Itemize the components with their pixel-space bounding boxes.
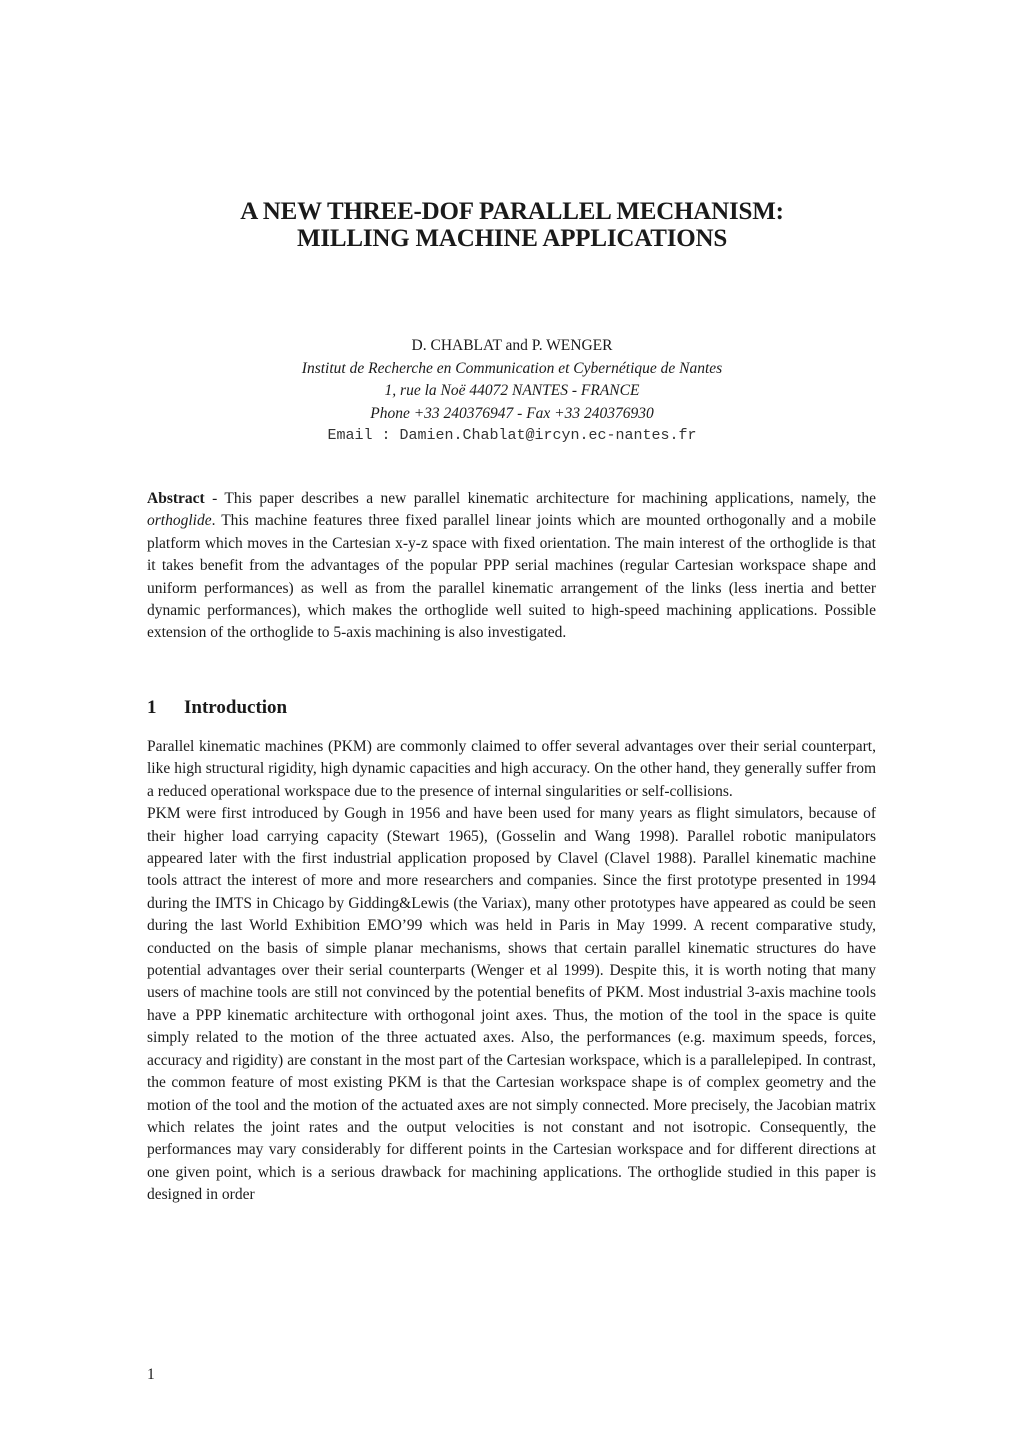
abstract-term: orthoglide: [147, 512, 212, 530]
author-email: Email : Damien.Chablat@ircyn.ec-nantes.fr: [327, 427, 697, 444]
introduction-body: [147, 736, 876, 1207]
author-phone-fax: Phone +33 240376947 - Fax +33 240376930: [370, 404, 654, 422]
paper-title: [0, 198, 1024, 252]
author-block: [0, 335, 1024, 448]
section-number: 1: [147, 697, 157, 718]
intro-paragraph-2: PKM were first introduced by Gough in 1956 and have been used for many years as flight simulators, because of their higher load carrying capacity (Stewart 1965), (Gosselin and Wang 1998). Parallel robotic manipulators appeared later with the first industrial application proposed by Clavel (Clavel 1988). Parallel kinematic machine tools attract the interest of more and more researchers and companies. Since the first prototype presented in 1994 during the IMTS in Chicago by Gidding&Lewis (the Variax), many other prototypes have appeared as could be seen during the last World Exhibition EMO’99 which was held in Paris in May 1999. A recent comparative study, conducted on the basis of simple planar mechanisms, shows that certain parallel kinematic structures do have potential advantages over their serial counterparts (Wenger et al 1999). Despite this, it is worth noting that many users of machine tools are still not convinced by the potential benefits of PKM. Most industrial 3-axis machine tools have a PPP kinematic architecture with orthogonal joint axes. Thus, the motion of the tool in the space is quite simply related to the motion of the three actuated axes. Also, the performances (e.g. maximum speeds, forces, accuracy and rigidity) are constant in the most part of the Cartesian workspace, which is a parallelepiped. In contrast, the common feature of most existing PKM is that the Cartesian workspace shape is of complex geometry and the motion of the tool and the motion of the actuated axes are not simply connected. More precisely, the Jacobian matrix which relates the joint rates and the output velocities is not constant and not isotropic. Consequently, the performances may vary considerably for different points in the Cartesian workspace and for different directions at one given point, which is a serious drawback for machining applications. The orthoglide studied in this paper is designed in order: [147, 805, 876, 1204]
abstract-lead: - This paper describes a new parallel kinematic architecture for machining applications, namely, the: [204, 490, 876, 507]
section-heading: [147, 696, 287, 720]
author-institute: Institut de Recherche en Communication et Cybernétique de Nantes: [301, 359, 723, 377]
page-number: 1: [147, 1366, 155, 1383]
author-address: 1, rue la Noë 44072 NANTES - FRANCE: [384, 382, 640, 399]
abstract-text: . This machine features three fixed parallel linear joints which are mounted orthogonally and a mobile platform which moves in the Cartesian x-y-z space with fixed orientation. The main interest of the orthoglide is that it takes benefit from the advantages of the popular PPP serial machines (regular Cartesian workspace shape and uniform performances) as well as from the parallel kinematic arrangement of the links (less inertia and better dynamic performances), which makes the orthoglide well suited to high-speed machining applications. Possible extension of the orthoglide to 5-axis machining is also investigated.: [147, 512, 876, 642]
abstract-label: Abstract: [147, 490, 205, 507]
intro-paragraph-1: Parallel kinematic machines (PKM) are commonly claimed to offer several advantages over their serial counterpart, like high structural rigidity, high dynamic capacities and high accuracy. On the other hand, they generally suffer from a reduced operational workspace due to the presence of internal singularities or self-collisions.: [147, 738, 876, 800]
abstract: [147, 488, 876, 645]
paper-title-line-1: A NEW THREE-DOF PARALLEL MECHANISM:: [240, 198, 784, 225]
paper-title-line-2: MILLING MACHINE APPLICATIONS: [296, 225, 728, 252]
author-names: D. CHABLAT and P. WENGER: [411, 337, 613, 354]
section-title: Introduction: [184, 697, 288, 718]
